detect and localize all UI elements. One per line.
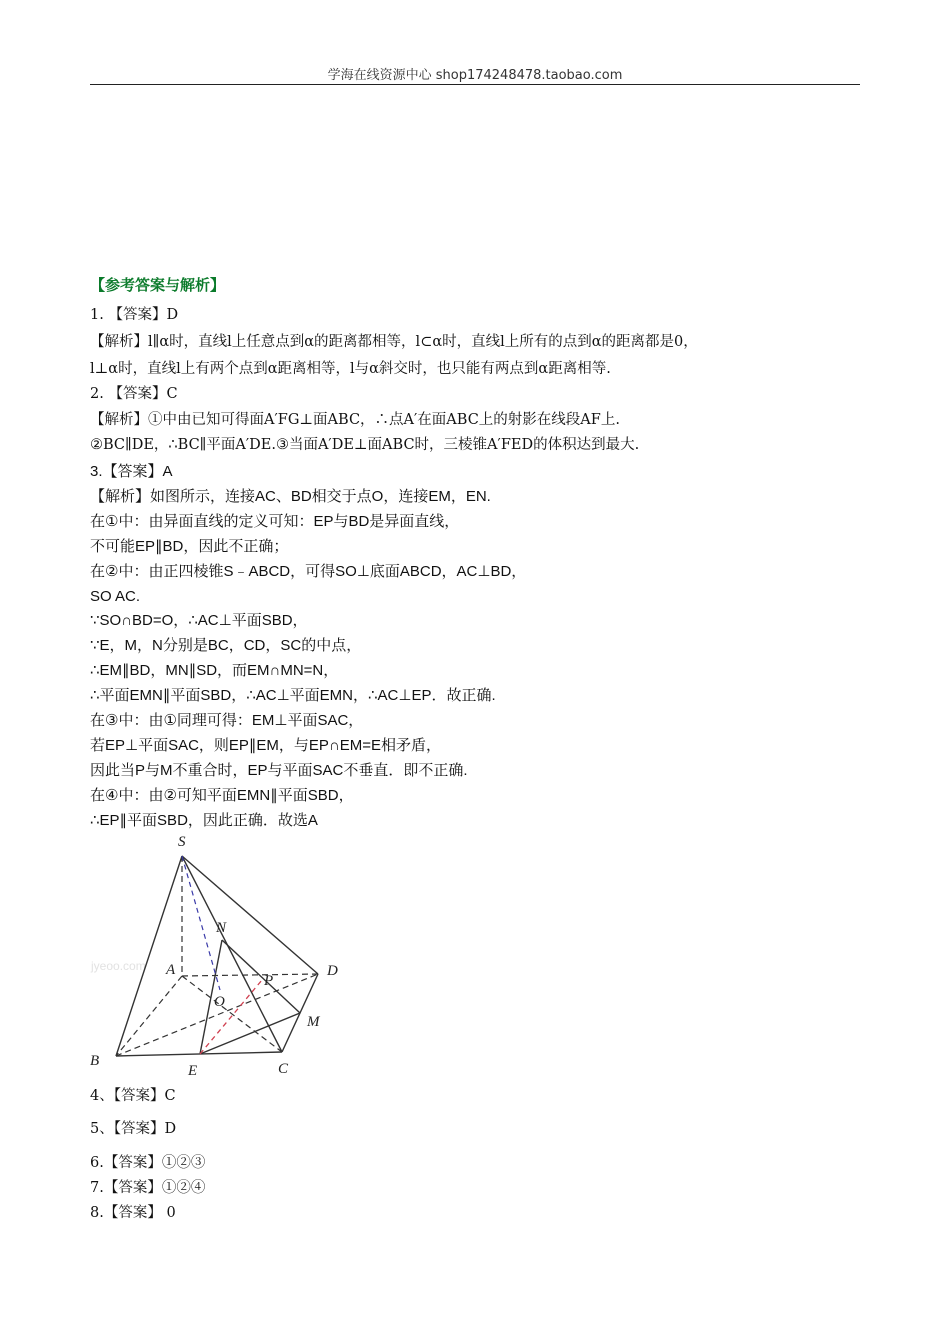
analysis-1-line-1: 【解析】l∥α时，直线l上任意点到α的距离都相等，l⊂α时，直线l上所有的点到α的距离都是0， bbox=[90, 334, 698, 350]
label-C: C bbox=[278, 1061, 289, 1077]
analysis-3-line-3: 不可能EP∥BD，因此不正确； bbox=[90, 538, 289, 555]
analysis-1-line-2: l⊥α时，直线l上有两个点到α距离相等，l与α斜交时，也只能有两点到α距离相等. bbox=[90, 361, 611, 377]
figure-watermark: jyeoo.com bbox=[91, 959, 146, 973]
pyramid-figure bbox=[86, 830, 366, 1080]
answer-3: 3.【答案】A bbox=[90, 463, 173, 480]
edge-SD bbox=[182, 856, 318, 974]
edge-NM bbox=[222, 940, 300, 1013]
segment-EP bbox=[200, 980, 262, 1054]
edge-AD bbox=[182, 974, 318, 976]
answer-2: 2. 【答案】C bbox=[90, 386, 178, 402]
label-O: O bbox=[214, 994, 225, 1010]
analysis-3-line-11: 若EP⊥平面SAC，则EP∥EM，与EP∩EM=E相矛盾， bbox=[90, 737, 441, 754]
analysis-3-line-8: ∴EM∥BD，MN∥SD，而EM∩MN=N， bbox=[90, 662, 339, 679]
analysis-3-line-10: 在③中：由①同理可得：EM⊥平面SAC， bbox=[90, 712, 364, 729]
analysis-3-line-1: 【解析】如图所示，连接AC、BD相交于点O，连接EM，EN. bbox=[90, 488, 491, 505]
analysis-3-line-7: ∵E，M，N分别是BC，CD，SC的中点， bbox=[90, 637, 362, 654]
answer-6: 6.【答案】①②③ bbox=[90, 1155, 206, 1171]
label-M: M bbox=[307, 1014, 320, 1030]
analysis-3-line-6: ∵SO∩BD=O，∴AC⊥平面SBD， bbox=[90, 612, 308, 629]
edge-BC bbox=[116, 1052, 282, 1056]
segment-SO bbox=[182, 856, 220, 990]
label-D: D bbox=[327, 963, 338, 979]
page-header: 学海在线资源中心 shop174248478.taobao.com bbox=[327, 68, 623, 83]
label-P: P bbox=[264, 973, 274, 989]
analysis-2-line-2: ②BC∥DE，∴BC∥平面A′DE.③当面A′DE⊥面ABC时，三棱锥A′FED的体积达到最大. bbox=[90, 437, 640, 453]
label-E: E bbox=[188, 1063, 198, 1079]
edge-EM bbox=[200, 1013, 300, 1054]
pyramid-diagram bbox=[86, 830, 366, 1080]
label-N: N bbox=[216, 920, 227, 936]
answer-1: 1. 【答案】D bbox=[90, 307, 179, 323]
label-B: B bbox=[90, 1053, 100, 1069]
label-A: A bbox=[166, 962, 176, 978]
header-divider bbox=[90, 84, 860, 85]
analysis-3-line-13: 在④中：由②可知平面EMN∥平面SBD， bbox=[90, 787, 354, 804]
analysis-3-line-5: SO AC. bbox=[90, 588, 141, 605]
section-title: 【参考答案与解析】 bbox=[90, 276, 226, 294]
edge-SB bbox=[116, 856, 182, 1056]
edge-AB bbox=[116, 976, 182, 1056]
analysis-3-line-14: ∴EP∥平面SBD，因此正确．故选A bbox=[90, 812, 318, 829]
analysis-3-line-9: ∴平面EMN∥平面SBD，∴AC⊥平面EMN，∴AC⊥EP．故正确. bbox=[90, 687, 496, 704]
answer-7: 7.【答案】①②④ bbox=[90, 1180, 206, 1196]
answer-5: 5、【答案】D bbox=[90, 1121, 177, 1137]
answer-8: 8.【答案】 0 bbox=[90, 1205, 176, 1221]
analysis-3-line-2: 在①中：由异面直线的定义可知：EP与BD是异面直线， bbox=[90, 513, 460, 530]
analysis-3-line-12: 因此当P与M不重合时，EP与平面SAC不垂直．即不正确. bbox=[90, 762, 468, 779]
analysis-3-line-4: 在②中：由正四棱锥S﹣ABCD，可得SO⊥底面ABCD，AC⊥BD， bbox=[90, 563, 527, 580]
diag-BD bbox=[116, 974, 318, 1056]
answer-4: 4、【答案】C bbox=[90, 1088, 176, 1104]
label-S: S bbox=[178, 834, 186, 850]
analysis-2-line-1: 【解析】①中由已知可得面A′FG⊥面ABC，∴点A′在面ABC上的射影在线段AF上. bbox=[90, 412, 620, 428]
edge-SC bbox=[182, 856, 282, 1052]
